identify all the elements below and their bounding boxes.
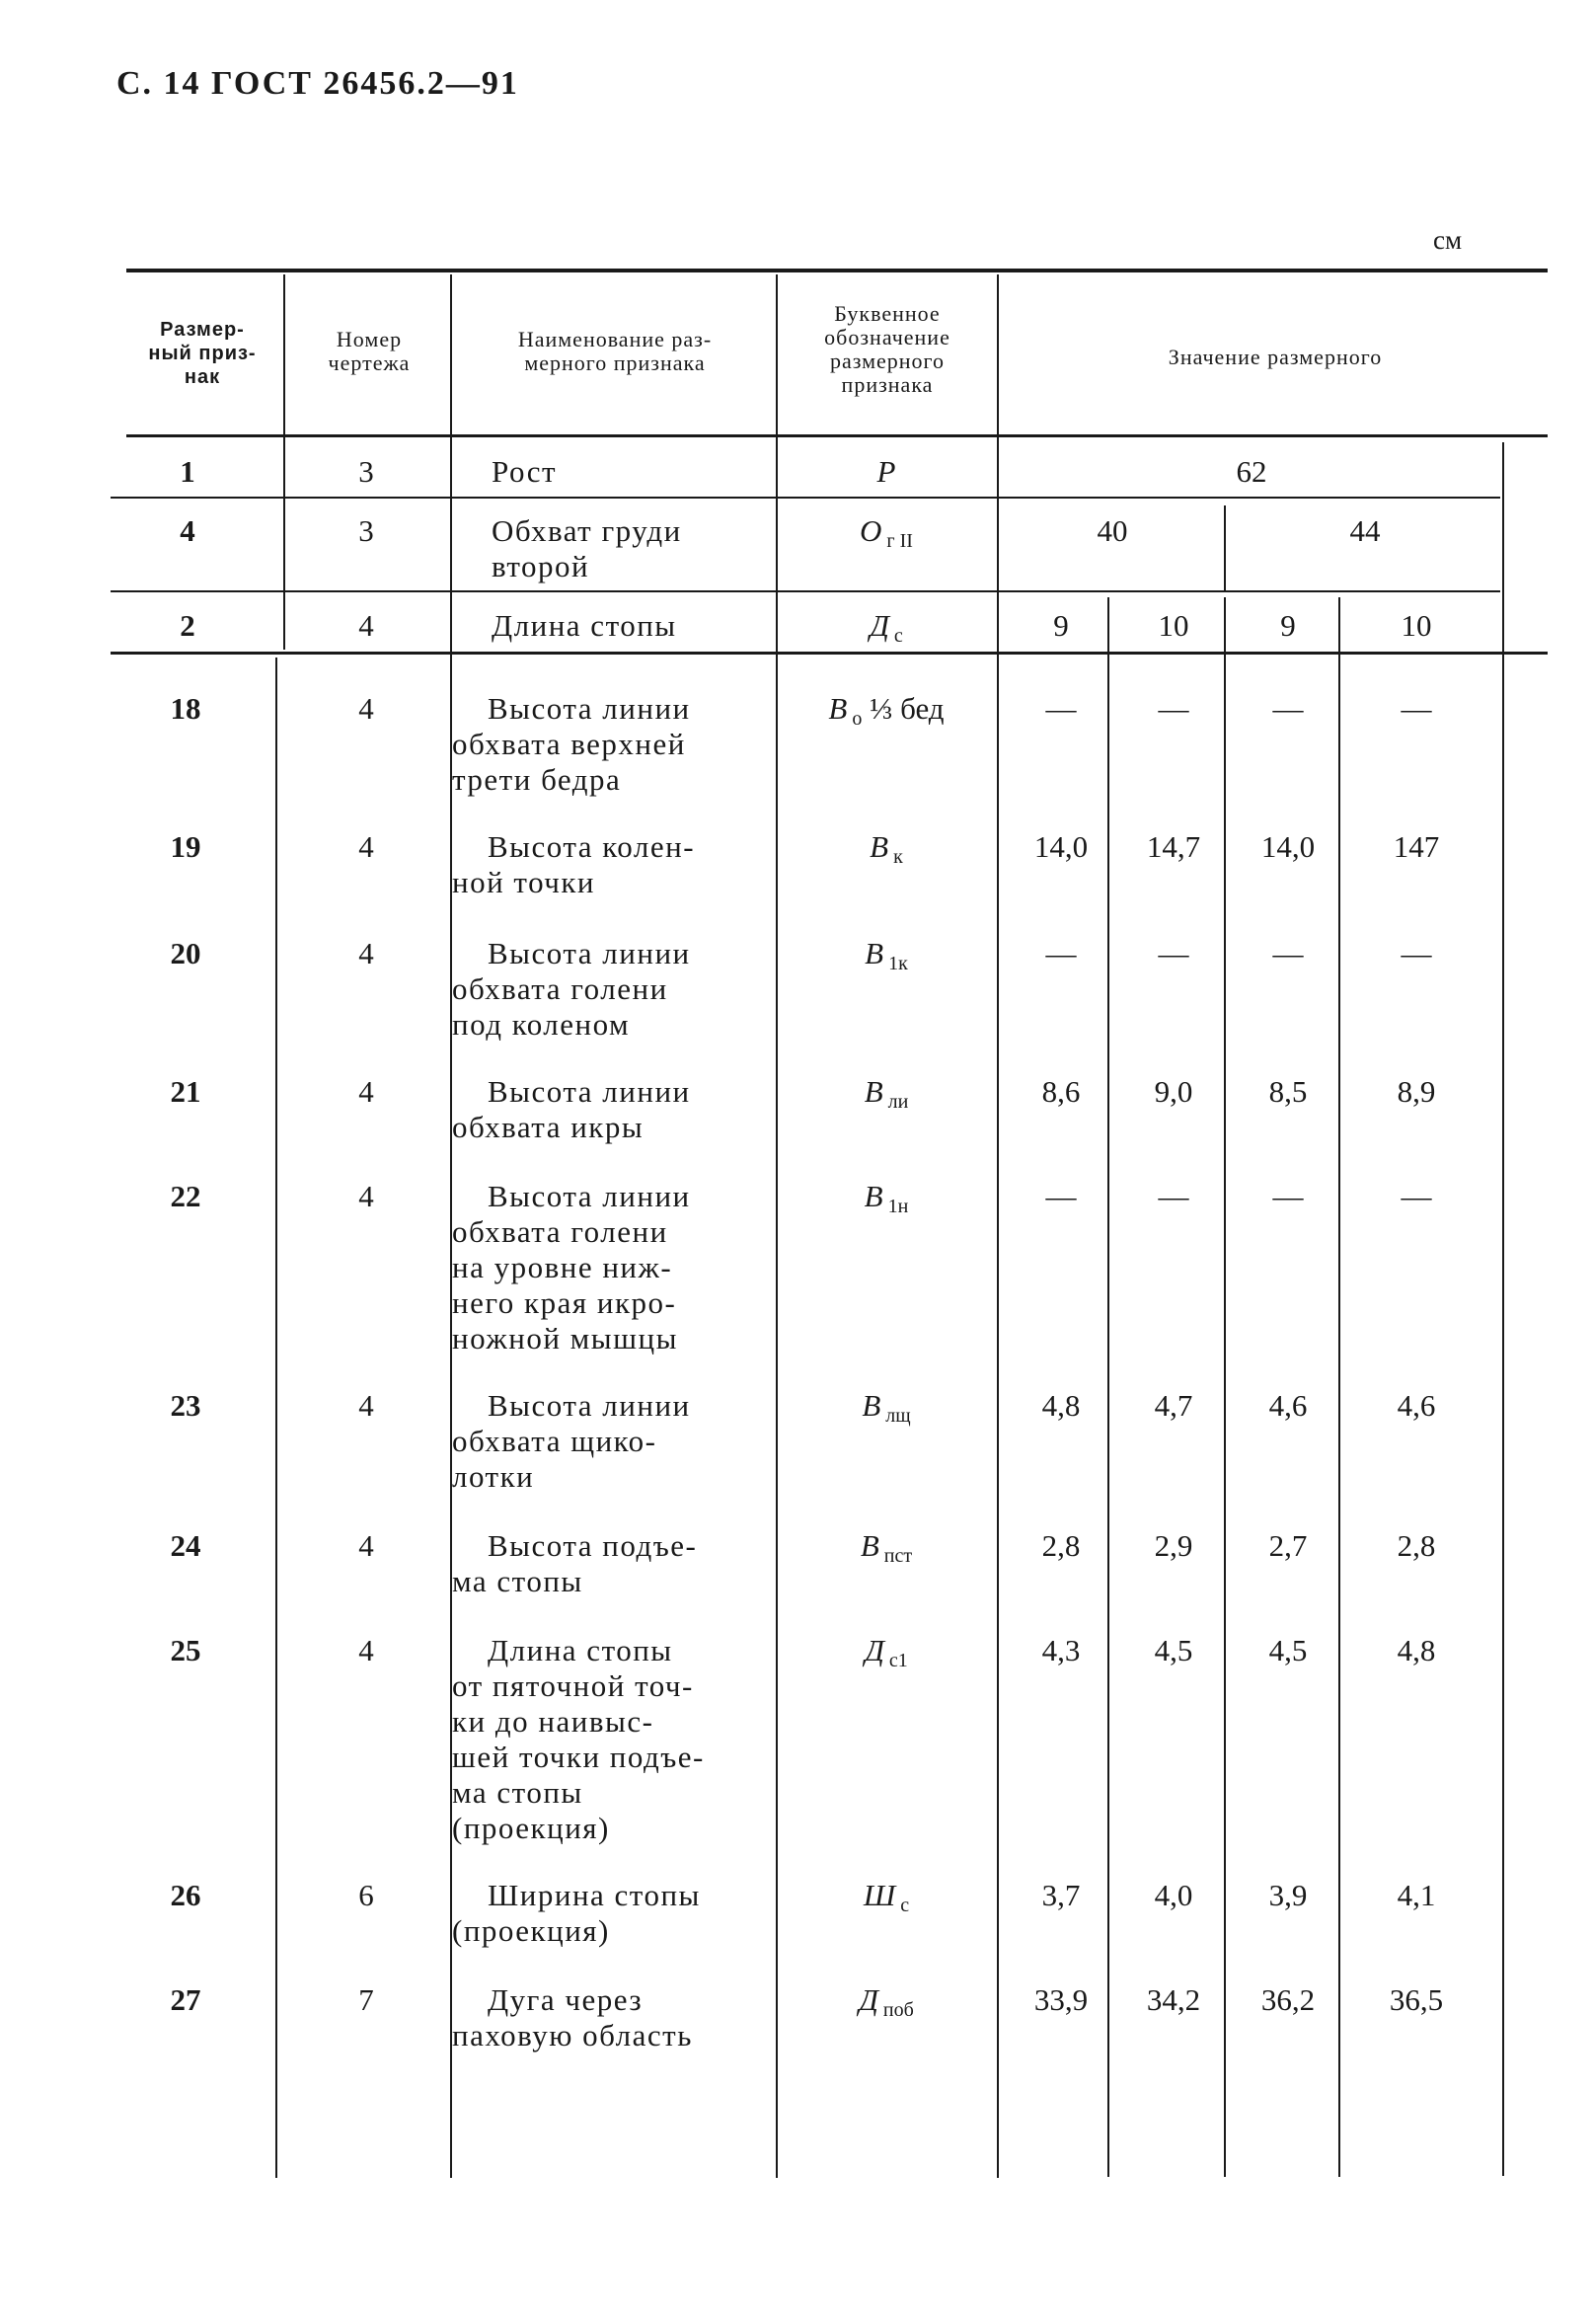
row-name-line: обхвата голени: [452, 1214, 668, 1249]
row-number: 21: [170, 1074, 201, 1109]
param-value: 10: [1158, 608, 1189, 643]
symbol-subscript: 1н: [882, 1196, 909, 1217]
row-drawing: 4: [358, 1388, 374, 1423]
symbol-cell: [788, 1179, 985, 1224]
header-col2: Номер чертежа: [328, 327, 411, 375]
row-name: [452, 1633, 758, 1846]
row-value: —: [1045, 1179, 1077, 1213]
row-name-line: лотки: [452, 1459, 535, 1494]
symbol-subscript: 1к: [883, 953, 908, 974]
row-value: —: [1401, 1179, 1432, 1213]
row-value: 4,5: [1154, 1633, 1193, 1667]
row-value: 36,5: [1389, 1982, 1444, 2017]
param-value: 62: [1236, 454, 1267, 489]
row-value: —: [1158, 936, 1189, 970]
header-col5: Значение размерного: [1168, 345, 1383, 369]
row-value: —: [1045, 691, 1077, 726]
row-name: [452, 1878, 758, 1949]
row-name: [452, 1388, 758, 1495]
symbol-letter: О: [860, 513, 882, 548]
row-value: 4,8: [1041, 1388, 1081, 1423]
row-value: 4,5: [1268, 1633, 1308, 1667]
row-name: [452, 1528, 758, 1599]
row-name-line: него края икро-: [452, 1285, 677, 1320]
row-name-line: шей точки подъе-: [452, 1740, 705, 1774]
col-divider-1b: [275, 658, 277, 2178]
row-value: 33,9: [1033, 1982, 1089, 2017]
row-name-line: паховую область: [452, 2018, 693, 2053]
param-name: Обхват груди второй: [492, 513, 682, 583]
row-name: [452, 1179, 758, 1356]
symbol-subscript: ли: [882, 1091, 909, 1113]
row-number: 23: [170, 1388, 201, 1423]
param-drawing: 3: [358, 454, 374, 489]
row-name-line: ма стопы: [452, 1775, 583, 1810]
row-name-line: обхвата верхней: [452, 727, 686, 761]
table-top-rule: [126, 269, 1548, 272]
row-value: —: [1272, 1179, 1304, 1213]
row-name-line: от пяточной точ-: [452, 1668, 694, 1703]
param-number: 4: [180, 513, 195, 548]
param-value: 9: [1280, 608, 1296, 643]
row-value: 2,9: [1154, 1528, 1193, 1563]
row-drawing: 4: [358, 1179, 374, 1213]
row-name-line: Ширина стопы: [488, 1878, 701, 1912]
param-name: Длина стопы: [492, 608, 677, 643]
row-value: —: [1158, 691, 1189, 726]
symbol-cell: [788, 829, 985, 875]
row-drawing: 4: [358, 829, 374, 864]
col-divider-4: [997, 274, 999, 2178]
row-name-line: обхвата голени: [452, 971, 668, 1006]
symbol-letter: В: [865, 936, 884, 970]
row-number: 25: [170, 1633, 201, 1667]
symbol-subscript: с1: [883, 1650, 908, 1671]
row-value: 8,5: [1268, 1074, 1308, 1109]
symbol-letter: Ш: [863, 1878, 896, 1912]
row-name-line: обхвата щико-: [452, 1424, 657, 1458]
header-col1: Размер- ный приз- нак: [148, 319, 257, 388]
row-number: 26: [170, 1878, 201, 1912]
row-value: 34,2: [1146, 1982, 1201, 2017]
symbol-suffix: ⅓ бед: [862, 691, 945, 726]
row-name-line: Высота линии: [488, 1388, 691, 1423]
row-name-line: трети бедра: [452, 762, 622, 797]
row-value: —: [1272, 691, 1304, 726]
row-value: 2,8: [1041, 1528, 1081, 1563]
row-value: 3,9: [1268, 1878, 1308, 1912]
symbol-cell: [788, 1388, 985, 1433]
row-value: 14,0: [1033, 829, 1089, 864]
col-divider-right: [1502, 442, 1504, 2176]
row-name-line: ной точки: [452, 865, 596, 899]
row-name-line: ножной мышцы: [452, 1321, 678, 1356]
row-number: 19: [170, 829, 201, 864]
row-value: 14,7: [1146, 829, 1201, 864]
row-value: 8,9: [1397, 1074, 1436, 1109]
row-name: [452, 1982, 758, 2053]
row-value: 36,2: [1260, 1982, 1316, 2017]
page-header: С. 14 ГОСТ 26456.2—91: [116, 65, 519, 102]
row-drawing: 6: [358, 1878, 374, 1912]
row-value: —: [1045, 936, 1077, 970]
symbol-cell: [788, 691, 985, 736]
row-value: 4,6: [1268, 1388, 1308, 1423]
symbol-cell: [788, 1982, 985, 2028]
param-drawing: 3: [358, 513, 374, 548]
row-drawing: 4: [358, 1074, 374, 1109]
row-value: 4,0: [1154, 1878, 1193, 1912]
row-name-line: Высота линии: [488, 691, 691, 726]
symbol-cell: [788, 936, 985, 981]
symbol-letter: Р: [876, 454, 896, 489]
symbol-subscript: г II: [881, 530, 913, 552]
row-name: [452, 829, 758, 900]
row-name-line: Высота колен-: [488, 829, 696, 864]
symbol-subscript: о: [847, 708, 863, 730]
symbol-subscript: поб: [877, 1999, 914, 2021]
row-value: —: [1272, 936, 1304, 970]
symbol-cell: [788, 1074, 985, 1120]
row-number: 18: [170, 691, 201, 726]
row-number: 20: [170, 936, 201, 970]
param-name: Рост: [492, 454, 558, 489]
symbol-subscript: к: [888, 846, 903, 868]
param-number: 1: [180, 454, 195, 489]
row-name-line: Высота линии: [488, 936, 691, 970]
row-value: —: [1158, 1179, 1189, 1213]
row-number: 24: [170, 1528, 201, 1563]
row-name-line: ма стопы: [452, 1564, 583, 1598]
param-number: 2: [180, 608, 195, 643]
row-name: [452, 1074, 758, 1145]
symbol-letter: В: [870, 829, 889, 864]
row-value: 14,0: [1260, 829, 1316, 864]
row-value: 9,0: [1154, 1074, 1193, 1109]
param-value: 44: [1349, 513, 1381, 548]
param-value: 9: [1053, 608, 1069, 643]
symbol-letter: В: [864, 1074, 883, 1109]
row-drawing: 7: [358, 1982, 374, 2017]
row-name-line: на уровне ниж-: [452, 1250, 673, 1284]
param-row2-rule: [111, 590, 1500, 592]
row-value: 2,7: [1268, 1528, 1308, 1563]
symbol-letter: В: [862, 1388, 881, 1423]
row-value: 2,8: [1397, 1528, 1436, 1563]
row-value: 4,6: [1397, 1388, 1436, 1423]
param-value: 10: [1401, 608, 1432, 643]
symbol-cell: [788, 1528, 985, 1574]
row-name-line: (проекция): [452, 1811, 610, 1845]
symbol-subscript: пст: [878, 1545, 913, 1567]
row-drawing: 4: [358, 936, 374, 970]
row-name: [452, 691, 758, 798]
row-value: —: [1401, 691, 1432, 726]
symbol-subscript: с: [895, 1895, 910, 1916]
symbol-letter: В: [828, 691, 848, 726]
row-name-line: (проекция): [452, 1913, 610, 1948]
header-bottom-rule: [126, 434, 1548, 437]
row-value: 4,7: [1154, 1388, 1193, 1423]
row-name-line: Длина стопы: [488, 1633, 673, 1667]
row-name-line: Высота подъе-: [488, 1528, 698, 1563]
param-row1-rule: [111, 497, 1500, 499]
row-name: [452, 936, 758, 1043]
row-value: 4,1: [1397, 1878, 1436, 1912]
symbol-letter: Д: [859, 1982, 878, 2017]
symbol-cell: [788, 1878, 985, 1923]
row-drawing: 4: [358, 1633, 374, 1667]
row-name-line: обхвата икры: [452, 1110, 645, 1144]
row-name-line: под коленом: [452, 1007, 631, 1042]
row-number: 22: [170, 1179, 201, 1213]
row-value: 4,8: [1397, 1633, 1436, 1667]
symbol-subscript: с: [888, 625, 903, 647]
row-drawing: 4: [358, 691, 374, 726]
row-number: 27: [170, 1982, 201, 2017]
symbol-cell: [788, 608, 985, 654]
col-divider-40-44: [1224, 505, 1226, 590]
row-value: —: [1401, 936, 1432, 970]
header-col4: Буквенное обозначение размерного признака: [824, 301, 950, 397]
row-drawing: 4: [358, 1528, 374, 1563]
col-divider-1: [283, 274, 285, 650]
symbol-letter: В: [860, 1528, 879, 1563]
param-value: 40: [1097, 513, 1128, 548]
row-value: 3,7: [1041, 1878, 1081, 1912]
row-name-line: Высота линии: [488, 1074, 691, 1109]
param-drawing: 4: [358, 608, 374, 643]
symbol-cell: [788, 513, 985, 559]
row-name-line: Дуга через: [488, 1982, 644, 2017]
row-name-line: ки до наивыс-: [452, 1704, 654, 1739]
symbol-letter: В: [864, 1179, 883, 1213]
header-col3: Наименование раз- мерного признака: [517, 327, 713, 375]
row-value: 147: [1393, 829, 1440, 864]
symbol-subscript: лщ: [880, 1405, 911, 1427]
row-name-line: Высота линии: [488, 1179, 691, 1213]
symbol-letter: Д: [865, 1633, 884, 1667]
symbol-letter: Д: [870, 608, 889, 643]
unit-label: см: [1433, 225, 1463, 255]
symbol-cell: [788, 454, 985, 490]
symbol-cell: [788, 1633, 985, 1678]
row-value: 8,6: [1041, 1074, 1081, 1109]
row-value: 4,3: [1041, 1633, 1081, 1667]
